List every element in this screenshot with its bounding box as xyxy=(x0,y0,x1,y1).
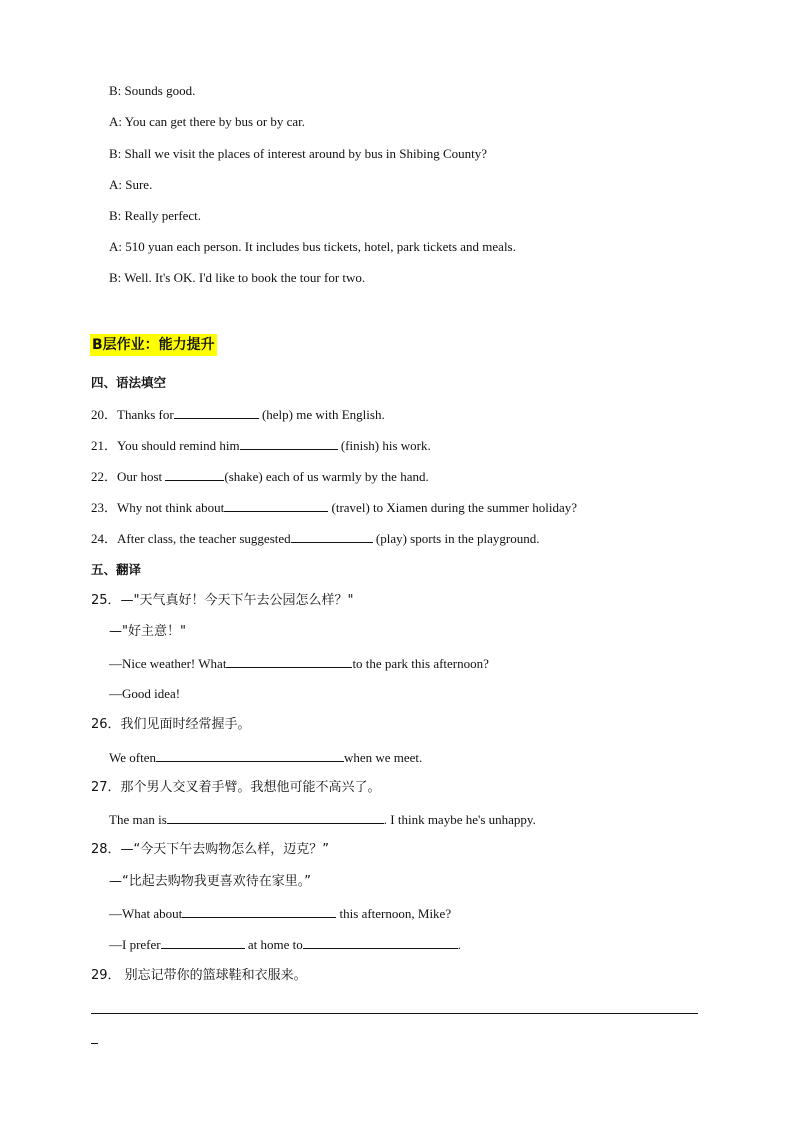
question-number: 22． xyxy=(91,469,118,484)
question-number: 29． xyxy=(91,968,121,983)
part4-heading: 四、语法填空 xyxy=(91,375,167,390)
answer-blank[interactable] xyxy=(226,654,352,668)
question-number: 24． xyxy=(91,531,118,546)
question-28-zh-1 xyxy=(91,841,329,859)
question-24 xyxy=(91,529,539,548)
question-text-after: (travel) to Xiamen during the summer holiday? xyxy=(328,500,577,515)
question-number: 27． xyxy=(91,780,121,795)
question-text-before: We often xyxy=(109,750,156,765)
question-number: 26． xyxy=(91,717,121,732)
question-25-zh-1 xyxy=(91,592,354,610)
chinese-prompt: —“今天下午去购物怎么样，迈克？” xyxy=(120,842,330,857)
answer-blank[interactable] xyxy=(174,405,259,419)
question-text-before: —Nice weather! What xyxy=(109,656,227,671)
section-b-heading: B层作业：能力提升 xyxy=(90,334,217,356)
question-text-after: . xyxy=(457,937,461,952)
question-number: 28． xyxy=(91,842,121,857)
question-text-mid: at home to xyxy=(244,937,303,952)
chinese-prompt: 别忘记带你的篮球鞋和衣服来。 xyxy=(120,968,307,983)
answer-blank[interactable] xyxy=(156,748,344,762)
dialogue-line-4: A: Sure. xyxy=(109,177,153,192)
question-text-before: You should remind him xyxy=(117,438,240,453)
question-26-zh xyxy=(91,716,251,734)
answer-blank[interactable] xyxy=(224,498,328,512)
question-number: 25． xyxy=(91,593,121,608)
question-number: 23． xyxy=(91,500,118,515)
question-text-after: (help) me with English. xyxy=(258,407,385,422)
answer-line[interactable] xyxy=(91,1013,698,1014)
answer-line-tail xyxy=(91,1043,98,1044)
question-23 xyxy=(91,498,577,517)
dialogue-line-5: B: Really perfect. xyxy=(109,208,202,223)
answer-blank[interactable] xyxy=(167,810,384,824)
question-number: 20． xyxy=(91,407,118,422)
question-text-after: when we meet. xyxy=(343,750,423,765)
question-text-after: (finish) his work. xyxy=(337,438,431,453)
question-21 xyxy=(91,436,431,455)
question-26-en xyxy=(109,748,422,767)
question-29-zh xyxy=(91,967,307,985)
question-text-after: . I think maybe he's unhappy. xyxy=(383,812,536,827)
chinese-prompt: 我们见面时经常握手。 xyxy=(120,717,251,732)
dialogue-line-1: B: Sounds good. xyxy=(109,83,196,98)
question-text-before: —I prefer xyxy=(109,937,161,952)
question-25-en-1 xyxy=(109,654,489,673)
chinese-prompt: 那个男人交叉着手臂。我想他可能不高兴了。 xyxy=(120,780,381,795)
dialogue-line-7: B: Well. It's OK. I'd like to book the tour for two. xyxy=(109,270,366,285)
question-text-before: After class, the teacher suggested xyxy=(117,531,291,546)
answer-blank[interactable] xyxy=(240,436,338,450)
answer-blank[interactable] xyxy=(165,467,224,481)
question-text-before: Our host xyxy=(117,469,166,484)
question-25-zh-2: —"好主意！" xyxy=(109,624,186,639)
dialogue-line-2: A: You can get there by bus or by car. xyxy=(109,114,306,129)
question-text-after: to the park this afternoon? xyxy=(352,656,489,671)
question-22 xyxy=(91,467,429,486)
question-text-before: Why not think about xyxy=(117,500,225,515)
part5-heading: 五、翻译 xyxy=(91,562,142,577)
answer-blank[interactable] xyxy=(182,904,336,918)
chinese-prompt: —"天气真好！今天下午去公园怎么样？" xyxy=(120,593,354,608)
answer-blank[interactable] xyxy=(291,529,373,543)
dialogue-line-6: A: 510 yuan each person. It includes bus tickets, hotel, park tickets and meals. xyxy=(109,239,516,254)
dialogue-line-3: B: Shall we visit the places of interest around by bus in Shibing County? xyxy=(109,146,488,161)
question-text-before: The man is xyxy=(109,812,167,827)
question-text-before: Thanks for xyxy=(117,407,174,422)
question-27-en xyxy=(109,810,536,829)
answer-blank[interactable] xyxy=(303,935,458,949)
question-25-en-2: —Good idea! xyxy=(109,686,181,701)
answer-blank[interactable] xyxy=(161,935,245,949)
question-28-en-2 xyxy=(109,935,461,954)
question-text-after: (shake) each of us warmly by the hand. xyxy=(224,469,429,484)
question-text-before: —What about xyxy=(109,906,183,921)
question-28-zh-2: —“比起去购物我更喜欢待在家里。” xyxy=(109,874,311,889)
question-text-after: this afternoon, Mike? xyxy=(336,906,452,921)
question-20 xyxy=(91,405,385,424)
question-number: 21． xyxy=(91,438,118,453)
question-27-zh xyxy=(91,779,381,797)
question-28-en-1 xyxy=(109,904,451,923)
question-text-after: (play) sports in the playground. xyxy=(372,531,540,546)
